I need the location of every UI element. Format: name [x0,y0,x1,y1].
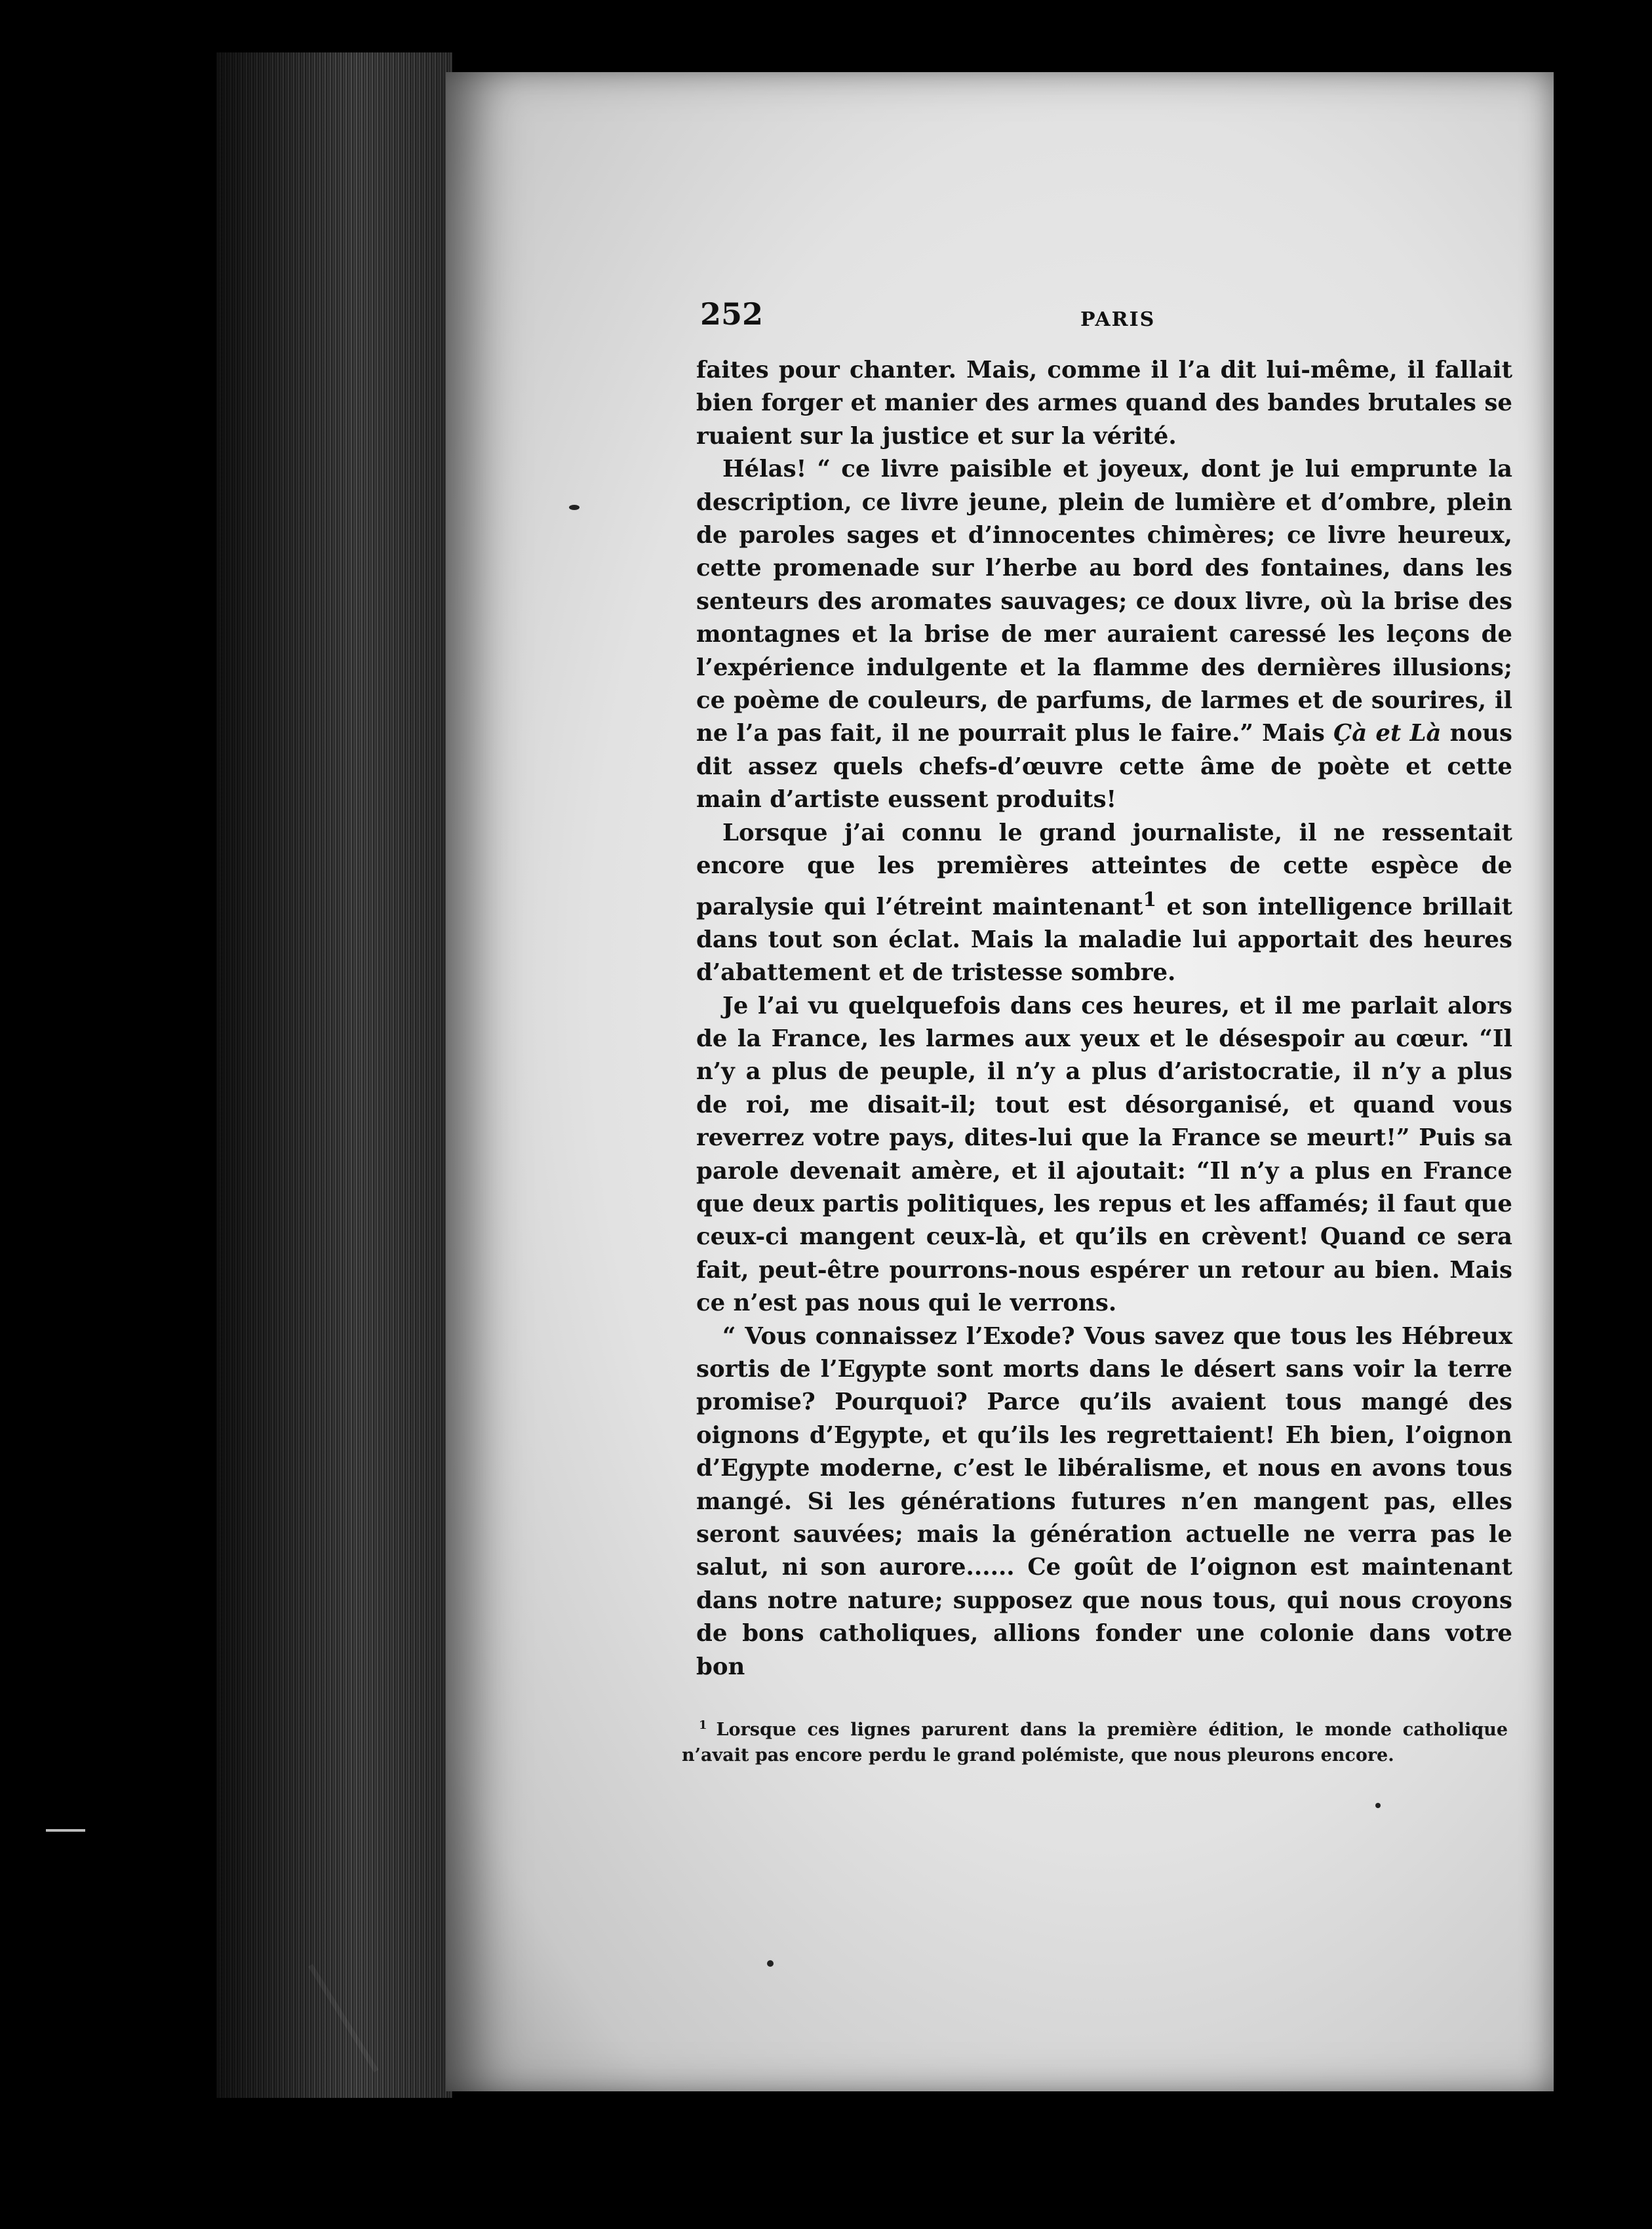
footnote-mark: 1 [699,1718,707,1732]
running-head: PARIS [1080,308,1156,331]
page-number: 252 [700,296,764,332]
paragraph-text: nous dit assez quels chefs-d’œuvre cette âme de poète et cette main d’artiste eussent produits! [696,720,1512,814]
paragraph [696,453,1512,816]
book-title: Çà et Là [1333,720,1442,747]
paragraph [696,817,1512,990]
paragraph-text: Hélas! “ ce livre paisible et joyeux, dont je lui emprunte la description, ce livre jeune, plein de lumière et d’ombre, plein de paroles sages et d’innocentes chimères; ce livre heureux, cette promenade sur l’herbe au bord des fontaines, dans les senteurs des aromates sauvages; ce doux livre, où la brise des montagnes et la brise de mer auraient caressé les leçons de l’expérience indulgente et la flamme des dernières illusions; ce poème de couleurs, de parfums, de larmes et de sourires, il ne l’a pas fait, il ne pourrait plus le faire.” Mais [696,456,1512,747]
scan-artifact-mark [46,1829,85,1832]
paragraph: “ Vous connaissez l’Exode? Vous savez que tous les Hébreux sortis de l’Egypte sont morts dans le désert sans voir la terre promise? Pourquoi? Parce qu’ils avaient tous mangé des oignons d’Egypte, et qu’ils les regrettaient! Eh bien, l’oignon d’Egypte moderne, c’est le libéralisme, et nous en avons tous mangé. Si les générations futures n’en mangent pas, elles seront sauvées; mais la génération actuelle ne verra pas le salut, ni son aurore...... Ce goût de l’oignon est maintenant dans notre nature; supposez que nous tous, qui nous croyons de bons catholiques, allions fonder une colonie dans votre bon [696,1322,1512,1680]
scan-speck [767,1960,774,1967]
footnote-text: Lorsque ces lignes parurent dans la première édition, le monde catholique n’avait pas encore perdu le grand polémiste, que nous pleurons encore. [682,1720,1508,1765]
footnote-reference: 1 [1143,887,1157,911]
body-text [696,354,1512,1684]
paragraph-text: Lorsque j’ai connu le grand journaliste, il ne ressentait encore que les premières atteintes de cette espèce de paralysie qui l’étreint maintenant [696,819,1512,920]
book-page-edges [216,52,452,2098]
scan-speck [569,505,580,510]
paragraph-text: et son intelligence brillait dans tout son éclat. Mais la maladie lui apportait des heures d’abattement et de tristesse sombre. [696,893,1512,987]
footnote [682,1712,1508,1768]
paragraph: Je l’ai vu quelquefois dans ces heures, et il me parlait alors de la France, les larmes aux yeux et le désespoir au cœur. “Il n’y a plus de peuple, il n’y a plus d’aristocratie, il n’y a plus de roi, me disait-il; tout est désorganisé, et quand vous reverrez votre pays, dites-lui que la France se meurt!” Puis sa parole devenait amère, et il ajoutait: “Il n’y a plus en France que deux partis politiques, les repus et les affamés; il faut que ceux-ci mangent ceux-là, et qu’ils en crèvent! Quand ce sera fait, peut-être pourrons-nous espérer un retour au bien. Mais ce n’est pas nous qui le verrons. [696,992,1512,1317]
scan-speck [1375,1803,1381,1808]
paragraph: faites pour chanter. Mais, comme il l’a dit lui-même, il fallait bien forger et manier des armes quand des bandes brutales se ruaient sur la justice et sur la vérité. [696,357,1512,450]
